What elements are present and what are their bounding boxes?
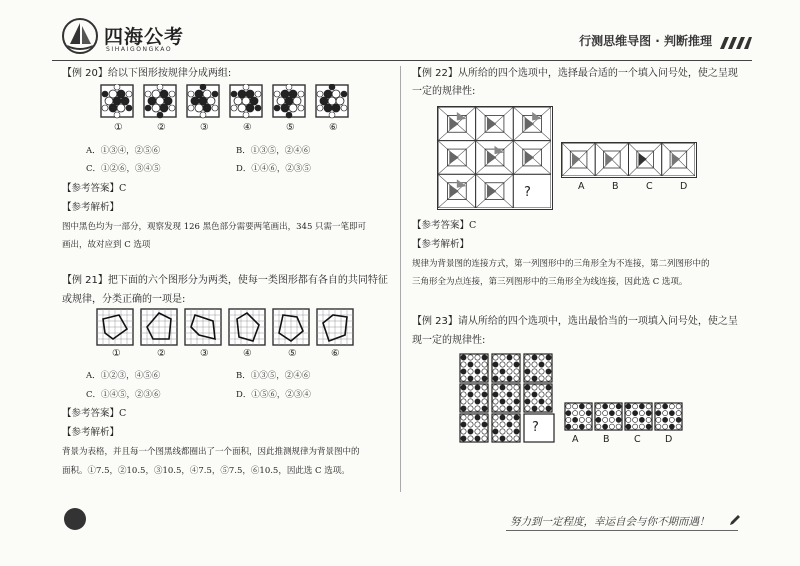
ex20-explanation-line1: 图中黑色均为一部分，观察发现 126 黑色部分需要两笔画出，345 只需一笔即可 [62,222,367,232]
logo-title: 四海公考 [104,26,185,48]
ex20-num-6: ⑥ [329,122,338,133]
ex20-explanation-line2: 画出，故对应到 C 选项 [62,240,151,250]
ex23-label-c: C [634,434,641,445]
ex20-option-b: B．①③⑤，②④⑥ [236,146,311,156]
ex23-label-d: D [665,434,673,445]
footer-rule [506,530,738,531]
ex22-title-line1: 【例 22】从所给的四个选项中，选择最合适的一个填入问号处，使之呈现 [412,68,738,79]
ex21-title-line1: 【例 21】把下面的六个图形分为两类，使每一类图形都有各自的共同特征 [62,275,388,286]
ex21-explanation-line1: 背景为表格，并且每一个图黑线都圈出了一个面积，因此推测规律为背景图中的 [62,447,360,457]
column-divider [400,66,401,492]
ex22-explanation-line1: 规律为背景图的连接方式，第一列图形中的三角形全为不连接，第二列图形中的 [412,259,710,269]
ex23-question-grid [458,352,558,446]
ex22-question-mark: ? [524,185,531,200]
ex23-options-strip [563,402,687,432]
ex22-options-strip [561,142,697,178]
ex21-explanation-line2: 面积。①7.5，②10.5，③10.5，④7.5，⑤7.5，⑥10.5，因此选 C 选项。 [62,466,350,476]
ex21-option-a: A．①②③，④⑤⑥ [86,371,161,381]
ex23-question-mark: ? [532,420,539,435]
ex21-num-4: ④ [243,348,252,359]
ex22-label-b: B [612,181,619,192]
footer-motto: 努力到一定程度，幸运自会与你不期而遇！ [510,516,710,528]
pen-icon [728,512,742,531]
ex20-figure-row [100,84,354,120]
sailboat-logo-icon [62,18,98,54]
ex22-answer: 【参考答案】C [412,220,477,231]
ex22-question-grid [437,106,553,210]
stripes-decoration-icon [716,34,752,53]
ex21-num-3: ③ [200,348,209,359]
ex22-analysis-heading: 【参考解析】 [412,239,470,250]
ex20-num-2: ② [157,122,166,133]
ex22-title-line2: 一定的规律性: [412,86,476,97]
ex22-label-a: A [578,181,585,192]
page-header [52,14,752,58]
ex20-num-3: ③ [200,122,209,133]
ex20-option-d: D．①④⑥，②③⑤ [236,164,311,174]
ex21-option-d: D．①⑤⑥，②③④ [236,390,311,400]
ex21-option-c: C．①④⑤，②③⑥ [86,390,161,400]
page-number-badge [64,508,86,530]
ex22-label-c: C [646,181,653,192]
ex23-label-a: A [572,434,579,445]
header-rule [52,60,752,61]
ex21-num-1: ① [112,348,121,359]
ex21-num-6: ⑥ [331,348,340,359]
ex21-title-line2: 或规律，分类正确的一项是: [62,294,186,305]
ex20-title: 【例 20】给以下图形按规律分成两组: [62,68,232,79]
ex22-label-d: D [680,181,688,192]
ex22-explanation-line2: 三角形全为点连接，第三列图形中的三角形全为线连接，因此选 C 选项。 [412,277,688,287]
ex23-title-line1: 【例 23】请从所给的四个选项中，选出最恰当的一项填入问号处，使之呈 [412,316,738,327]
ex20-answer: 【参考答案】C [62,183,127,194]
ex20-option-a: A．①③④，②⑤⑥ [86,146,161,156]
ex20-analysis-heading: 【参考解析】 [62,202,120,213]
ex23-title-line2: 现一定的规律性: [412,335,486,346]
ex21-option-b: B．①③⑤，②④⑥ [236,371,311,381]
section-title: 行测思维导图 · 判断推理 [579,34,712,48]
logo-subtitle: SIHAIGONGKAO [106,46,173,53]
ex21-analysis-heading: 【参考解析】 [62,427,120,438]
ex21-num-5: ⑤ [288,348,297,359]
ex23-label-b: B [603,434,610,445]
ex20-num-5: ⑤ [286,122,295,133]
ex21-answer: 【参考答案】C [62,408,127,419]
ex21-figure-row [96,308,358,348]
ex20-option-c: C．①②⑥，③④⑤ [86,164,161,174]
ex20-num-1: ① [114,122,123,133]
ex21-num-2: ② [157,348,166,359]
ex20-num-4: ④ [243,122,252,133]
